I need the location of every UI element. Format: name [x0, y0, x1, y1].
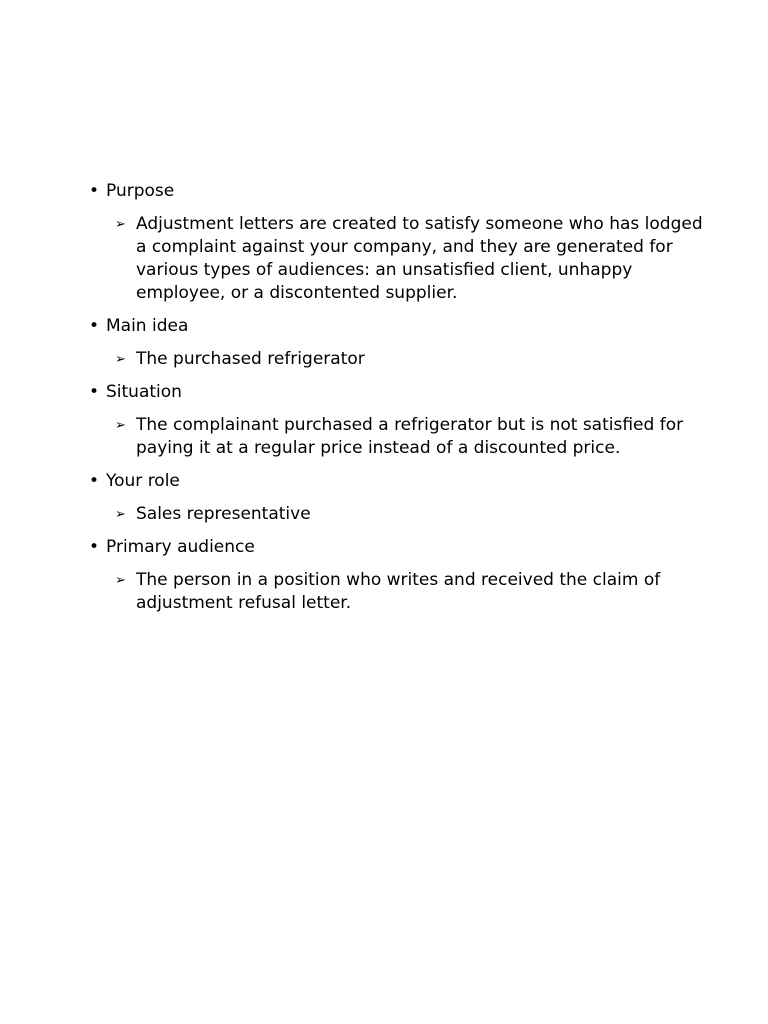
section-heading: Situation [106, 382, 182, 402]
sub-list [89, 569, 709, 615]
sub-item [115, 569, 709, 615]
sub-list [89, 213, 709, 305]
section-heading: Your role [106, 471, 180, 491]
section-heading: Primary audience [106, 537, 255, 557]
bullet-icon: • [89, 181, 100, 201]
section-heading-row [89, 470, 709, 493]
section-your-role [89, 470, 709, 526]
bullet-icon: • [89, 471, 100, 491]
sub-item-text: Adjustment letters are created to satisfy someone who has lodged a complaint against your company, and they are generated for various types of audiences: an unsatisfied client, unhappy employee, or a discontented supplier. [136, 214, 703, 303]
section-heading-row [89, 536, 709, 559]
sub-list [89, 348, 709, 371]
arrowhead-bullet-icon: ➢ [115, 573, 126, 588]
section-main-idea [89, 315, 709, 371]
outline-list [89, 180, 709, 625]
bullet-icon: • [89, 537, 100, 557]
sub-item-text: The person in a position who writes and received the claim of adjustment refusal letter. [136, 570, 661, 613]
arrowhead-bullet-icon: ➢ [115, 352, 126, 367]
sub-item-text: The purchased refrigerator [136, 349, 365, 369]
section-heading: Purpose [106, 181, 175, 201]
sub-item [115, 414, 709, 460]
section-primary-audience [89, 536, 709, 615]
section-heading: Main idea [106, 316, 189, 336]
bullet-icon: • [89, 382, 100, 402]
section-heading-row [89, 381, 709, 404]
section-heading-row [89, 180, 709, 203]
sub-list [89, 503, 709, 526]
bullet-icon: • [89, 316, 100, 336]
sub-item-text: Sales representative [136, 504, 311, 524]
section-heading-row [89, 315, 709, 338]
sub-item [115, 213, 709, 305]
sub-item [115, 503, 709, 526]
sub-list [89, 414, 709, 460]
arrowhead-bullet-icon: ➢ [115, 507, 126, 522]
arrowhead-bullet-icon: ➢ [115, 217, 126, 232]
arrowhead-bullet-icon: ➢ [115, 418, 126, 433]
sub-item [115, 348, 709, 371]
section-situation [89, 381, 709, 460]
section-purpose [89, 180, 709, 305]
sub-item-text: The complainant purchased a refrigerator but is not satisfied for paying it at a regular price instead of a discounted price. [136, 415, 684, 458]
